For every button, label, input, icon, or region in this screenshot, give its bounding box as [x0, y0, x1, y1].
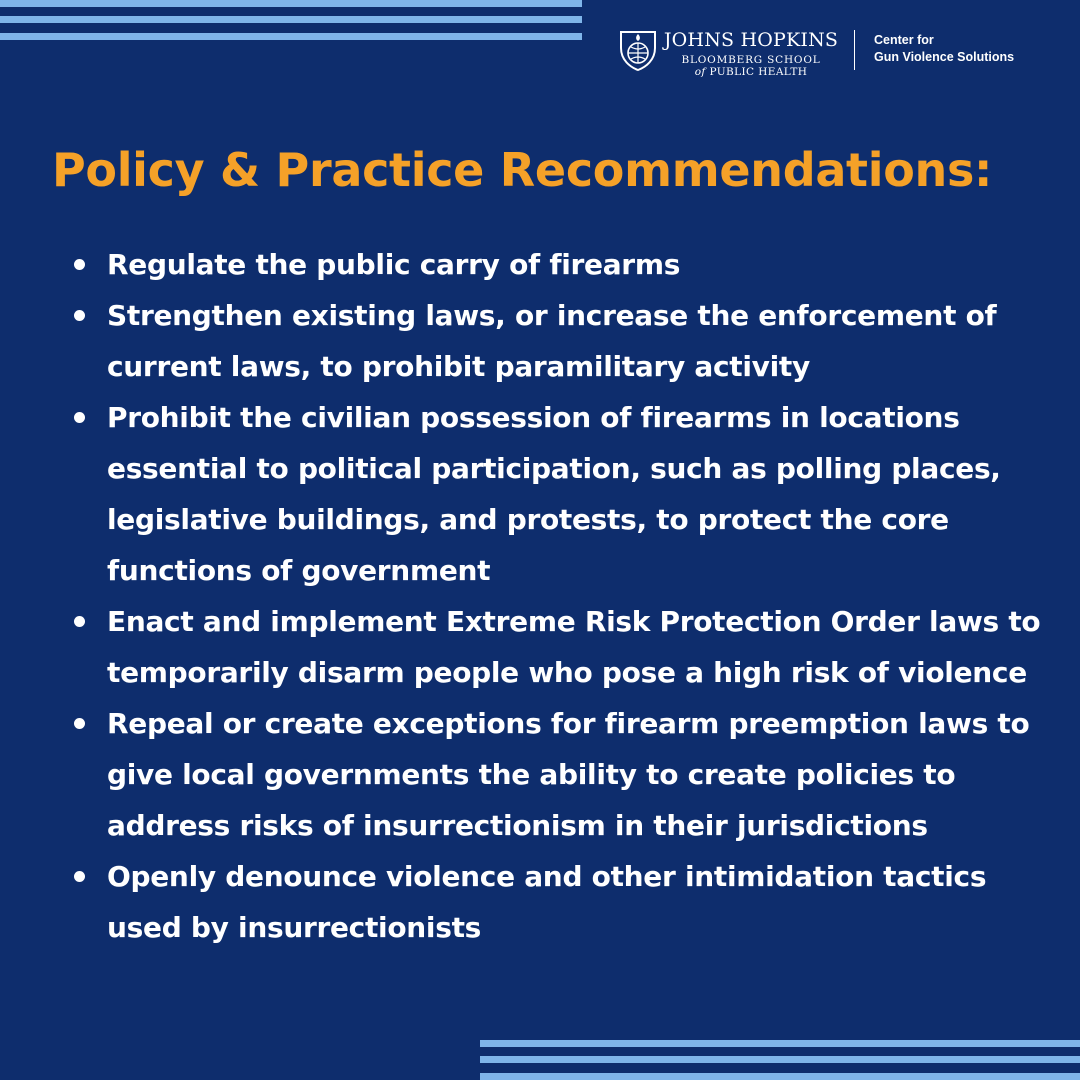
- university-wordmark: [662, 26, 840, 79]
- recommendation-text: Regulate the public carry of firearms: [107, 248, 681, 281]
- bullet-icon: [74, 259, 85, 270]
- university-shield-icon: [618, 28, 658, 72]
- logo-divider: [854, 30, 855, 70]
- stripe: [480, 1073, 1080, 1080]
- bullet-icon: [74, 718, 85, 729]
- recommendation-item: [74, 392, 1064, 596]
- recommendation-text: Strengthen existing laws, or increase the enforcement of current laws, to prohibit paramilitary activity: [107, 299, 997, 383]
- bottom-decorative-stripes: [480, 1040, 1080, 1080]
- school-name-line2: [662, 66, 840, 79]
- school-public-health: PUBLIC HEALTH: [709, 66, 808, 78]
- top-decorative-stripes: [0, 0, 582, 40]
- recommendations-list: [74, 239, 1064, 953]
- recommendation-item: [74, 596, 1064, 698]
- stripe: [480, 1040, 1080, 1047]
- center-name-line1: Center for: [874, 33, 934, 47]
- recommendation-item: [74, 290, 1064, 392]
- institution-logo: [618, 26, 1058, 90]
- page-title: Policy & Practice Recommendations:: [52, 143, 993, 197]
- recommendation-text: Repeal or create exceptions for firearm preemption laws to give local governments the ability to create policies to address risks of insurrectionism in their jurisdictions: [107, 707, 1030, 842]
- school-name-line1: BLOOMBERG SCHOOL: [681, 54, 821, 66]
- recommendation-text: Openly denounce violence and other intimidation tactics used by insurrectionists: [107, 860, 987, 944]
- university-name: JOHNS HOPKINS: [663, 29, 839, 51]
- bullet-icon: [74, 616, 85, 627]
- center-name-line2: Gun Violence Solutions: [874, 50, 1015, 64]
- recommendation-item: [74, 698, 1064, 851]
- stripe: [0, 33, 582, 40]
- recommendation-text: Enact and implement Extreme Risk Protection Order laws to temporarily disarm people who pose a high risk of violence: [107, 605, 1041, 689]
- recommendation-text: Prohibit the civilian possession of firearms in locations essential to political participation, such as polling places, legislative buildings, and protests, to protect the core functions of government: [107, 401, 1001, 587]
- bullet-icon: [74, 310, 85, 321]
- recommendation-item: [74, 851, 1064, 953]
- school-of: of: [694, 66, 706, 78]
- bullet-icon: [74, 871, 85, 882]
- stripe: [0, 16, 582, 23]
- stripe: [480, 1056, 1080, 1063]
- stripe: [0, 0, 582, 7]
- bullet-icon: [74, 412, 85, 423]
- recommendation-item: [74, 239, 1064, 290]
- center-name: [874, 32, 1014, 66]
